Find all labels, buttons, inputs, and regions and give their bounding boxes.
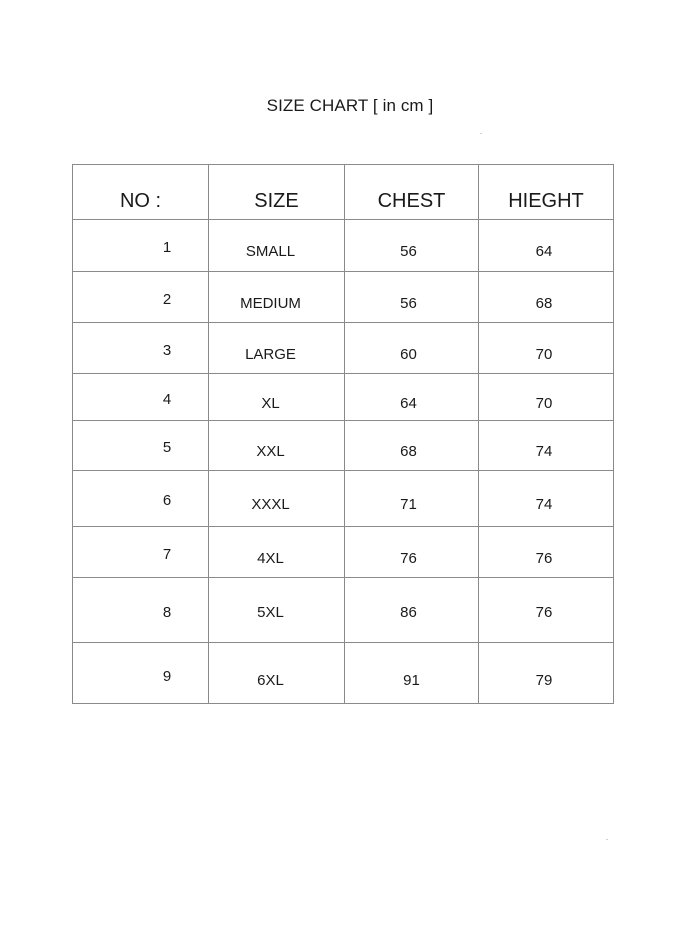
height-cell	[479, 421, 614, 471]
table-row	[73, 643, 614, 704]
chest-value: 60	[400, 345, 417, 363]
chest-cell	[345, 527, 479, 578]
size-cell	[209, 374, 345, 421]
chest-value: 56	[400, 243, 417, 260]
table-header-row	[73, 165, 614, 220]
row-number-cell	[73, 272, 209, 323]
height-value: 76	[535, 603, 553, 621]
size-value: XL	[261, 394, 280, 412]
size-cell	[209, 323, 345, 374]
row-number-cell	[73, 220, 209, 272]
size-cell	[209, 421, 345, 471]
chest-value: 91	[403, 671, 420, 689]
size-cell	[209, 272, 345, 323]
height-cell	[479, 220, 614, 272]
scan-speck	[480, 133, 482, 134]
size-cell	[209, 643, 345, 704]
height-value: 74	[535, 443, 553, 460]
table-row	[73, 272, 614, 323]
header-chest: CHEST	[345, 165, 479, 220]
row-number: 1	[162, 239, 172, 256]
row-number: 6	[162, 492, 172, 509]
row-number: 9	[162, 667, 172, 685]
height-cell	[479, 643, 614, 704]
size-chart-table	[72, 164, 614, 704]
row-number: 7	[162, 545, 172, 563]
height-value: 64	[535, 243, 553, 260]
header-no: NO :	[73, 165, 209, 220]
chest-cell	[345, 374, 479, 421]
chest-value: 86	[400, 603, 417, 621]
size-value: XXL	[256, 443, 285, 460]
height-cell	[479, 471, 614, 527]
row-number-cell	[73, 527, 209, 578]
size-value: 6XL	[257, 671, 284, 689]
size-cell	[209, 471, 345, 527]
size-value: MEDIUM	[240, 294, 301, 312]
chest-value: 68	[400, 443, 417, 460]
chest-value: 71	[400, 496, 417, 513]
size-cell	[209, 527, 345, 578]
height-cell	[479, 323, 614, 374]
row-number-cell	[73, 421, 209, 471]
header-size: SIZE	[209, 165, 345, 220]
row-number-cell	[73, 323, 209, 374]
height-value: 68	[535, 294, 553, 312]
row-number-cell	[73, 643, 209, 704]
height-cell	[479, 374, 614, 421]
chest-value: 76	[400, 549, 417, 567]
row-number-cell	[73, 374, 209, 421]
row-number: 8	[162, 603, 172, 621]
height-value: 79	[535, 671, 553, 689]
chest-cell	[345, 421, 479, 471]
row-number-cell	[73, 471, 209, 527]
height-cell	[479, 527, 614, 578]
size-value: SMALL	[245, 243, 296, 260]
scan-speck	[606, 839, 608, 840]
height-value: 70	[535, 345, 553, 363]
height-cell	[479, 272, 614, 323]
chest-cell	[345, 471, 479, 527]
chest-value: 64	[400, 394, 417, 412]
chest-cell	[345, 272, 479, 323]
chest-cell	[345, 643, 479, 704]
table-row	[73, 421, 614, 471]
chest-cell	[345, 323, 479, 374]
chest-cell	[345, 220, 479, 272]
table-row	[73, 578, 614, 643]
table-row	[73, 527, 614, 578]
row-number: 3	[162, 341, 172, 359]
table-row	[73, 323, 614, 374]
row-number: 4	[162, 390, 172, 408]
row-number: 5	[162, 439, 172, 456]
size-value: LARGE	[245, 345, 296, 363]
table-row	[73, 374, 614, 421]
size-cell	[209, 220, 345, 272]
chest-cell	[345, 578, 479, 643]
size-value: 5XL	[257, 603, 284, 621]
height-value: 70	[535, 394, 553, 412]
size-value: XXXL	[251, 496, 290, 513]
page-title: SIZE CHART [ in cm ]	[266, 96, 434, 115]
header-height: HIEGHT	[479, 165, 614, 220]
row-number-cell	[73, 578, 209, 643]
table-row	[73, 471, 614, 527]
height-value: 76	[535, 549, 553, 567]
row-number: 2	[162, 290, 172, 308]
chest-value: 56	[400, 294, 417, 312]
size-value: 4XL	[257, 549, 284, 567]
height-cell	[479, 578, 614, 643]
height-value: 74	[535, 496, 553, 513]
size-cell	[209, 578, 345, 643]
table-row	[73, 220, 614, 272]
